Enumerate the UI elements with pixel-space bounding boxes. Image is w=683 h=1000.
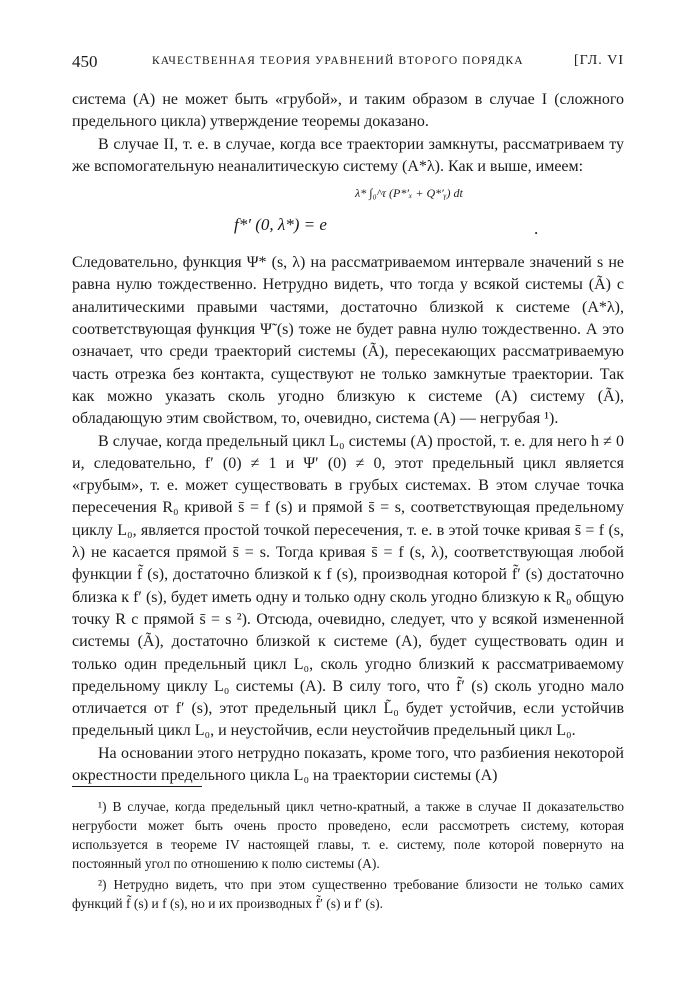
page-number: 450 <box>72 52 98 71</box>
formula-end: . <box>534 219 539 239</box>
formula-exponent: λ* ∫₀^τ (P*′ₓ + Q*′ᵧ) dt <box>355 186 463 201</box>
display-formula <box>72 180 624 246</box>
paragraph-4: В случае, когда предельный цикл L₀ системы (A) простой, т. е. для него h ≠ 0 и, следовательно, f′ (0) ≠ 1 и Ψ′ (0) ≠ 0, этот предельный цикл является «грубым», т. е. может существовать в грубых системах. В этом случае точка пересечения R₀ кривой s̄ = f (s) и прямой s̄ = s, соответствующая предельному циклу L₀, является простой точкой пересечения, т. е. в этой точке кривая s̄ = f (s, λ) не касается прямой s̄ = s. Тогда кривая s̄ = f (s, λ), соответствующая любой функции f̃ (s), достаточно близкой к f (s), производная которой f̃′ (s) достаточно близка к f′ (s), будет иметь одну и только одну сколь угодно близкую к R₀ общую точку R с прямой s̄ = s ²). Отсюда, очевидно, следует, что у всякой измененной системы (Ã), достаточно близкой к системе (A), будет существовать один и только один предельный цикл L₀, сколь угодно близкий к рассматриваемому предельному циклу L₀ системы (A). В силу того, что f̃′ (s) сколь угодно мало отличается от f′ (s), этот предельный цикл L̃₀ будет устойчив, если устойчив предельный цикл L₀, и неустойчив, если неустойчив предельный цикл L₀. <box>72 432 624 740</box>
main-text <box>72 89 624 787</box>
running-title: КАЧЕСТВЕННАЯ ТЕОРИЯ УРАВНЕНИЙ ВТОРОГО ПОРЯДКА <box>152 55 524 67</box>
paragraph-2: В случае II, т. е. в случае, когда все траектории замкнуты, рассматриваем ту же вспомогательную неаналитическую систему (A*λ). Как и выше, имеем: <box>72 135 624 175</box>
formula-lhs: f*′ (0, λ*) = e <box>234 215 327 235</box>
page-header <box>72 52 624 76</box>
chapter-marker: [ГЛ. VI <box>574 53 624 68</box>
paragraph-1: система (A) не может быть «грубой», и таким образом в случае I (сложного предельного цикла) утверждение теоремы доказано. <box>72 91 624 131</box>
paragraph-5: На основании этого нетрудно показать, кроме того, что разбиения некоторой окрестности предельного цикла L₀ на траектории системы (A) <box>72 744 624 785</box>
footnote-2: ²) Нетрудно видеть, что при этом существенно требование близости не только самих функций f̃ (s) и f (s), но и их производных f̃′ (s) и f′ (s). <box>72 877 624 911</box>
footnote-rule <box>72 786 202 787</box>
footnotes <box>72 786 624 913</box>
footnote-1: ¹) В случае, когда предельный цикл четно-кратный, а также в случае II доказательство негрубости может быть очень просто проведено, если рассмотреть систему, которая используется в теореме IV настоящей главы, т. е. систему, поле которой повернуто на постоянный угол по отношению к полю системы (A). <box>72 799 624 871</box>
paragraph-3: Следовательно, функция Ψ* (s, λ) на рассматриваемом интервале значений s не равна нулю тождественно. Нетрудно видеть, что тогда у всякой системы (Ã) с аналитическими правыми частями, достаточно близкой к системе (A*λ), соответствующая функция Ψ̃ (s) тоже не будет равна нулю тождественно. А это означает, что среди траекторий системы (Ã), пересекающих рассматриваемую часть отрезка без контакта, существуют не только замкнутые траектории. Так как можно указать сколь угодно близкую к системе (A) систему (Ã), обладающую этим свойством, то, очевидно, система (A) — негрубая ¹). <box>72 254 624 428</box>
